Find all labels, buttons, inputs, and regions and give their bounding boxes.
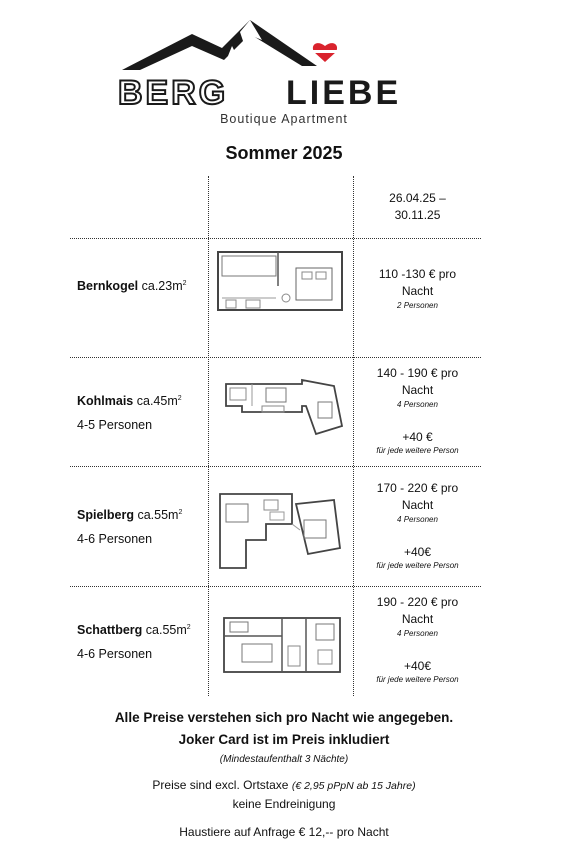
heart-flag-icon [312,43,338,62]
price-info: 140 - 190 € pro Nacht 4 Personen [376,366,459,409]
floor-plan-icon [216,490,344,572]
extra-person-price: +40€ für jede weitere Person [376,545,459,570]
pets-note: Haustiere auf Anfrage € 12,-- pro Nacht [179,825,389,839]
apartment-name: Schattberg $ca.55m^2$ [77,623,191,637]
extra-person-price: +40 € für jede weitere Person [376,430,459,455]
price-note: Alle Preise verstehen sich pro Nacht wie angegeben. [114,710,454,725]
apartment-name: Kohlmais $ca.45m^2$ [77,394,182,408]
season-title: Sommer 2025 [225,143,343,163]
mountain-logo-icon [122,20,317,70]
price-info: 110 -130 € pro Nacht 2 Personen [378,267,457,310]
persons-label: 4-6 Personen [77,532,153,546]
table-divider [70,238,481,239]
table-divider [70,357,481,358]
date-range: 26.04.25 – 30.11.25 [389,191,446,222]
brand-name-liebe: LIEBE [286,74,402,112]
table-divider [208,176,209,696]
floor-plan-icon [222,612,342,674]
floor-plan-icon [216,250,344,312]
apartment-name: Spielberg $ca.55m^2$ [77,508,183,522]
brand-subtitle: Boutique Apartment [220,112,348,126]
floor-plan-icon [222,376,346,436]
min-stay-note: (Mindestaufenthalt 3 Nächte) [219,754,349,765]
joker-card-note: Joker Card ist im Preis inkludiert [178,732,390,747]
price-info: 190 - 220 € pro Nacht 4 Personen [376,595,459,638]
brand-name-berg: BERG [118,74,229,112]
cleaning-note: keine Endreinigung [232,797,336,811]
table-divider [70,586,481,587]
persons-label: 4-6 Personen [77,647,153,661]
apartment-name: Bernkogel $ca.23m^2$ [77,279,187,293]
price-info: 170 - 220 € pro Nacht 4 Personen [376,481,459,524]
persons-label: 4-5 Personen [77,418,153,432]
tax-note: Preise sind excl. Ortstaxe (€ 2,95 pPpN ab 15 Jahre) [152,778,416,792]
table-divider [70,466,481,467]
extra-person-price: +40€ für jede weitere Person [376,659,459,684]
